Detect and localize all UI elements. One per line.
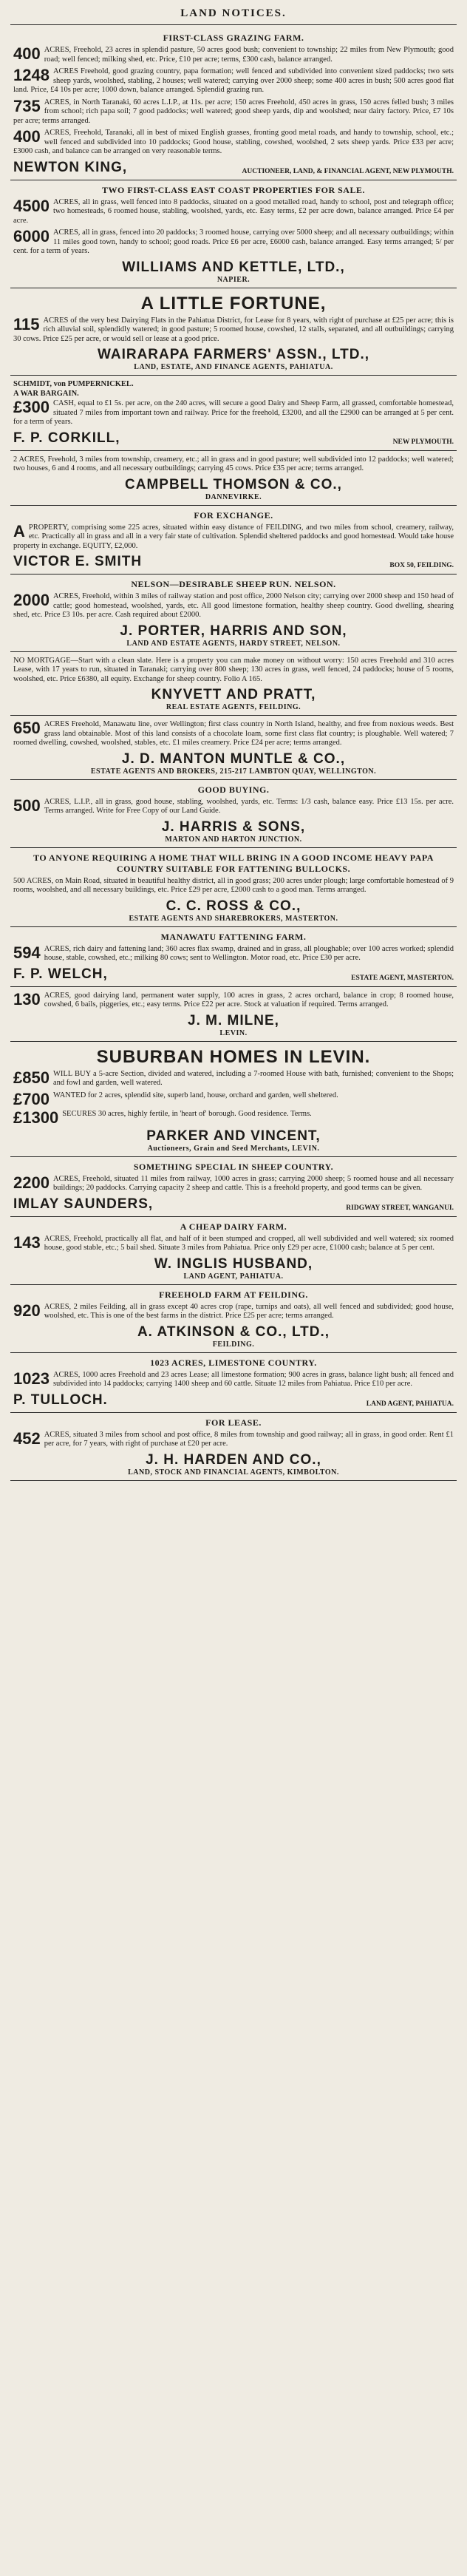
ad-text: ACRES, 1000 acres Freehold and 23 acres Lease; all limestone formation; 900 acres in grass, balance light bush; all fenced and subdivided into 14 paddocks; carrying 1400 sheep and 60 cattle. Situate 12 miles from Pahiatua. Price £10 per acre. [52,1370,454,1388]
signature-row [13,1196,454,1213]
ad-lead-number: 1023 [13,1369,50,1388]
agent-address: LAND AGENT, PAHIATUA. [183,1272,284,1281]
ad-title: TWO FIRST-CLASS EAST COAST PROPERTIES FOR SALE. [102,184,365,195]
agent-name: IMLAY SAUNDERS, [13,1196,154,1212]
ad-lead-number: 594 [13,943,41,962]
advertisement [10,376,457,451]
advertisement [10,506,457,575]
agent-name: J. D. MANTON MUNTLE & CO., [121,750,346,767]
ad-lead-number: 143 [13,1233,41,1252]
advertisement [10,1042,457,1157]
ad-text: ACRES Freehold, Manawatu line, over Wellington; first class country in North Island, healthy, and free from noxious weeds. Best grass land obtainable. Most of this land consists of a chocolate loam, some first class flat country; is ploughable. Well watered; 7 roomed dwelling, cowshed, woolshed, stables, etc. £1 miles creamery. Price £24 per acre; terms arranged. [13,720,454,747]
advertisement [10,927,457,987]
ad-signature [13,430,454,447]
ad-text: SECURES 30 acres, highly fertile, in 'heart of' borough. Good residence. Terms. [62,1109,312,1118]
advertisement [10,1217,457,1285]
agent-name: J. HARRIS & SONS, [161,818,306,835]
advertisement [10,180,457,288]
ad-signature [13,1256,454,1281]
ad-paragraph [13,67,454,95]
ad-paragraph [13,1428,454,1449]
ad-text: ACRES of the very best Dairying Flats in the Pahiatua District, for Lease for 8 years, with right of purchase at £25 per acre; this is rich alluvial soil, splendidly watered; in good pasture; 5 roomed house, cowshed, 12 stalls, separated, and all outbuildings; carrying 30 cows. Price £25 per acre, or would sell or lease at a good price. [13,316,454,343]
agent-address: LAND AND ESTATE AGENTS, HARDY STREET, NELSON. [126,639,341,648]
signature-row [13,430,454,447]
signature-row [13,160,454,176]
agent-name: F. P. CORKILL, [13,430,120,446]
ad-title: TO ANYONE REQUIRING A HOME THAT WILL BRING IN A GOOD INCOME HEAVY PAPA COUNTRY SUITABLE FOR FATTENING BULLOCKS. [33,852,434,874]
ad-paragraph [13,798,454,816]
ad-text: ACRES, situated 3 miles from school and post office, 8 miles from township and good railway; all in grass, in good order. Rent £1 per acre, for 7 years, with right of purchase at £20 per acre. [44,1430,454,1448]
agent-address: LAND AGENT, PAHIATUA. [366,1400,454,1408]
agent-address: NAPIER. [217,275,250,284]
ad-title: FOR LEASE. [205,1417,262,1428]
ad-paragraph [13,989,454,1010]
agent-address: MARTON AND HARTON JUNCTION. [165,835,302,844]
ad-paragraph [13,877,454,895]
ad-signature [13,477,454,501]
ad-title: FREEHOLD FARM AT FEILDING. [159,1289,308,1300]
agent-name: WILLIAMS AND KETTLE, LTD., [122,259,345,275]
advertisement [10,987,457,1042]
agent-name: P. TULLOCH. [13,1392,108,1408]
ad-paragraph [13,198,454,226]
ads-column [7,28,460,1481]
signature-row [13,966,454,983]
agent-name: WAIRARAPA FARMERS' ASSN., LTD., [97,347,370,362]
agent-address: LAND, ESTATE, AND FINANCE AGENTS, PAHIATUA. [134,363,333,371]
agent-address: BOX 50, FEILDING. [389,562,454,569]
ad-line: SCHMIDT, von PUMPERNICKEL. [13,380,134,388]
ad-lead-number: 920 [13,1301,41,1320]
ad-lead-number: 452 [13,1428,41,1448]
newspaper-page [7,0,460,2576]
ad-signature [13,1392,454,1409]
ad-signature [13,260,454,284]
ad-paragraph [13,1303,454,1321]
agent-name: A. ATKINSON & CO., LTD., [137,1323,330,1340]
ad-signature [13,347,454,371]
ad-lead-number: A [13,521,25,540]
ad-lead-number: 2000 [13,591,50,609]
ad-paragraph [13,523,454,552]
ad-lead-number: 400 [13,44,41,63]
ad-lead-number: £850 [13,1068,50,1087]
advertisement [10,288,457,376]
advertisement [10,780,457,848]
ad-paragraph [13,46,454,64]
ad-text: ACRES, L.I.P., all in grass, good house, stabling, woolshed, yards, etc. Terms: 1/3 cash, balance easy. Price £13 15s. per acre. Terms arranged. Write for Free Copy of our Land Guide. [44,797,454,815]
ad-signature [13,1196,454,1213]
ad-lead-number: 2200 [13,1173,50,1192]
ad-text: CASH, equal to £1 5s. per acre, on the 240 acres, will secure a good Dairy and Sheep Farm, all grassed, comfortable homestead, situated 7 miles from important town and railway. Price for the freehold, £3200, and all the £2900 can be arranged at 5 per cent. for a term of years. [13,399,454,426]
ad-paragraph [13,1110,454,1125]
ad-lead-number: 500 [13,796,41,815]
ad-text: ACRES, 2 miles Feilding, all in grass except 40 acres crop (rape, turnips and oats), all well fenced and subdivided; good house, woolshed, etc. This is one of the best farms in the district. Price £25 per acre; terms arranged. [44,1302,454,1320]
advertisement [10,652,457,716]
advertisement [10,574,457,652]
ad-paragraph [13,1091,454,1107]
ad-text: 2 ACRES, Freehold, 3 miles from township, creamery, etc.; all in grass and in good pasture; well subdivided into 12 paddocks; well watered; two houses, 6 and 4 rooms, and all necessary outbuildings; carrying 45 cows. Price £35 per acre; terms arranged. [13,455,454,472]
ad-paragraph [13,399,454,427]
ad-signature [13,160,454,176]
ad-text: ACRES, all in grass, fenced into 20 paddocks; 3 roomed house, carrying over 5000 sheep; and all necessary outbuildings; within 11 miles good town, handy to school; good roads. Price £6 per acre, £6000 cash, balance arranged. Easy terms arranged; 5/ per cent. for a term of years. [13,228,454,255]
ad-text: ACRES, Freehold, Taranaki, all in best of mixed English grasses, fronting good metal roads, and handy to township, school, etc.; well fenced and subdivided into 10 paddocks; Good house, stabling, cowshed, woolshed, 2 sets sheep yards. Price £33 per acre; £3000 cash, and balance can be arranged on very reasonable terms. [13,129,454,155]
ad-lead-number: 6000 [13,227,50,245]
agent-name: J. H. HARDEN AND CO., [146,1451,321,1468]
agent-name: J. PORTER, HARRIS AND SON, [120,623,347,639]
ad-headline: SUBURBAN HOMES IN LEVIN. [96,1046,371,1067]
agent-address: RIDGWAY STREET, WANGANUI. [346,1204,454,1212]
ad-title: FIRST-CLASS GRAZING FARM. [163,33,304,43]
agent-address: REAL ESTATE AGENTS, FEILDING. [166,703,301,711]
ad-signature [13,819,454,844]
ad-signature [13,687,454,711]
agent-name: CAMPBELL THOMSON & CO., [125,476,342,492]
ad-title: SOMETHING SPECIAL IN SHEEP COUNTRY. [133,1161,334,1172]
advertisement [10,1413,457,1481]
agent-address: DANNEVIRKE. [205,492,262,501]
agent-name: W. INGLIS HUSBAND, [154,1255,313,1272]
advertisement [10,1353,457,1413]
ad-paragraph [13,98,454,126]
advertisement [10,28,457,180]
ad-lead-number: £300 [13,398,50,416]
ad-lead-number: £700 [13,1089,50,1108]
ad-paragraph [13,228,454,257]
ad-text: ACRES, all in grass, well fenced into 8 paddocks, situated on a good metalled road, handy to school, post and telegraph office; two homesteads, 6 roomed house, stabling, woolshed, yards, etc. Easy terms, £2 per acre down, balance arranged. Price £4 per acre. [13,197,454,225]
ad-title: 1023 ACRES, LIMESTONE COUNTRY. [150,1357,317,1368]
ad-paragraph [13,455,454,474]
agent-address: LEVIN. [219,1028,248,1037]
ad-lead-number: 1248 [13,66,50,84]
ad-lead-number: 4500 [13,196,50,215]
ad-signature [13,966,454,983]
advertisement [10,1285,457,1353]
agent-address: NEW PLYMOUTH. [392,438,454,446]
ad-signature [13,898,454,923]
ad-text: ACRES, Freehold, 23 acres in splendid pasture, 50 acres good bush; convenient to township; 22 miles from New Plymouth; good road; well fenced; milking shed, etc. Price, £10 per acre; terms, £300 cash, balance arranged. [44,46,454,64]
advertisement [10,848,457,927]
ad-text: PROPERTY, comprising some 225 acres, situated within easy distance of FEILDING, and two miles from school, creamery, railway, etc. Practically all in grass and all in a very fair state of cultivation. Splendid sheltered paddocks and good homestead. Would take house property in exchange. EQUITY, £2,000. [13,523,454,550]
ad-paragraph [13,1371,454,1389]
ad-title: GOOD BUYING. [197,784,270,795]
ad-text: ACRES, rich dairy and fattening land; 360 acres flax swamp, drained and in grass, all ploughable; over 100 acres worked; splendid house, stable, cowshed, etc.; milking 80 cows; sent to Wellington. Motor road, etc. Price £30 per acre. [44,944,454,962]
ad-signature [13,751,454,776]
ad-signature [13,1452,454,1477]
ad-text: 500 ACRES, on Main Road, situated in beautiful healthy district, all in good grass; 200 acres under plough; large comfortable homestead of 9 rooms, woolshed, and all necessary buildings, etc. Price £29 per acre, £2000 cash to a good man. Terms arranged. [13,876,454,894]
ad-signature [13,554,454,570]
advertisement [10,716,457,780]
advertisement [10,451,457,506]
ad-paragraph [13,720,454,748]
agent-name: F. P. WELCH, [13,966,108,982]
agent-name: PARKER AND VINCENT, [146,1128,321,1144]
agent-address: LAND, STOCK AND FINANCIAL AGENTS, KIMBOLTON. [128,1468,339,1477]
ad-text: NO MORTGAGE—Start with a clean slate. Here is a property you can make money on without worry: 150 acres Freehold and 310 acres Lease, with 17 years to run, situated in Taranaki; carrying over 800 sheep; 130 acres in grass, well fenced, 24 paddocks; house of 5 rooms, woolshed, etc. Price £6380, all equity. Exchange for sheep country. Folio A 165. [13,656,454,683]
agent-address: FEILDING. [212,1340,255,1349]
agent-address: Auctioneers, Grain and Seed Merchants, LEVIN. [147,1144,320,1153]
ad-paragraph [13,1070,454,1088]
agent-address: ESTATE AGENTS AND BROKERS, 215-217 LAMBTON QUAY, WELLINGTON. [90,767,377,776]
ad-text: ACRES Freehold, good grazing country, papa formation; well fenced and subdivided into convenient sized paddocks; two sets sheep yards, woolshed, stabling, 2 houses; well watered; carrying over 2000 sheep; some 400 acres in bush; 500 acres good flat land. Price, £4 10s per acre; 1000 down, balance arranged. Splendid grazing run. [13,67,454,94]
ad-signature [13,1013,454,1037]
ad-paragraph [13,592,454,620]
advertisement [10,1157,457,1217]
ad-text: ACRES, Freehold, practically all flat, and half of it been stumped and cropped, all well subdivided and well watered; six roomed house, good stable, etc.; 5 bail shed. Situate 3 miles from Pahiatua. Price only £29 per acre, £1000 cash; balance at 5 per cent. [44,1234,454,1252]
agent-name: J. M. MILNE, [188,1012,279,1028]
ad-headline: A LITTLE FORTUNE, [140,293,327,313]
ad-paragraph [13,1175,454,1193]
ad-paragraph [13,945,454,963]
ad-signature [13,1128,454,1153]
ad-title: MANAWATU FATTENING FARM. [160,931,307,942]
ad-text: WILL BUY a 5-acre Section, divided and watered, including a 7-roomed House with bath, furnished; convenient to the Shops; and fowl and garden, well watered. [52,1069,454,1087]
ad-line: A WAR BARGAIN. [13,390,79,398]
ad-lead-number: 115 [13,314,40,333]
ad-paragraph [13,657,454,685]
ad-text: ACRES, Freehold, within 3 miles of railway station and post office, 2000 Nelson city; carrying over 2000 sheep and 150 head of cattle; good homestead, woolshed, yards, etc. All good limestone formation, healthy sheep country. Good dwelling, shearing shed, etc. Price £3 10s. per acre. Cash required about £2000. [13,592,454,619]
signature-row [13,1392,454,1409]
ad-lead-number: £1300 [13,1108,59,1127]
ad-text: WANTED for 2 acres, splendid site, superb land, house, orchard and garden, well sheltered. [52,1091,338,1099]
ad-text: ACRES, good dairying land, permanent water supply, 100 acres in grass, 2 acres orchard, balance in crop; 8 roomed house, cowshed, 6 bails, piggeries, etc.; easy terms. Price £22 per acre. Stock at valuation if required. Terms arranged. [44,991,454,1009]
ad-text: ACRES, Freehold, situated 11 miles from railway, 1000 acres in grass; carrying 2000 sheep; 5 roomed house and all necessary buildings; 20 paddocks. Carrying capacity 2 sheep and cattle. This is a freehold property, and good terms can be given. [52,1174,454,1192]
agent-address: ESTATE AGENT, MASTERTON. [351,974,454,982]
agent-name: VICTOR E. SMITH [13,554,143,569]
signature-row [13,554,454,570]
ad-signature [13,623,454,648]
ad-paragraph [13,316,454,345]
ad-title: FOR EXCHANGE. [194,509,273,521]
agent-name: C. C. ROSS & CO., [166,898,301,914]
agent-name: NEWTON KING, [13,159,128,175]
ad-lead-number: 735 [13,96,41,115]
ad-title: A CHEAP DAIRY FARM. [180,1221,287,1232]
agent-name: KNYVETT AND PRATT, [151,687,316,702]
ad-lead-number: 130 [13,989,41,1009]
ad-paragraph [13,1235,454,1253]
ad-signature [13,1324,454,1349]
agent-address: ESTATE AGENTS AND SHAREBROKERS, MASTERTON. [129,914,338,923]
ad-text: ACRES, in North Taranaki, 60 acres L.I.P., at 11s. per acre; 150 acres Freehold, 450 acres in grass, 150 acres felled bush; 3 miles from school; rich papa soil; 7 good paddocks; well watered; good sheep yards, dip and woolshed; near dairy factory. Price, £7 10s per acre; terms arranged. [13,98,454,125]
page-heading: LAND NOTICES. [10,4,457,25]
ad-title: NELSON—DESIRABLE SHEEP RUN. NELSON. [131,579,336,589]
agent-address: AUCTIONEER, LAND, & FINANCIAL AGENT, NEW PLYMOUTH. [242,167,454,175]
ad-lead-number: 400 [13,127,41,146]
ad-paragraph [13,129,454,157]
ad-lead-number: 650 [13,719,41,737]
